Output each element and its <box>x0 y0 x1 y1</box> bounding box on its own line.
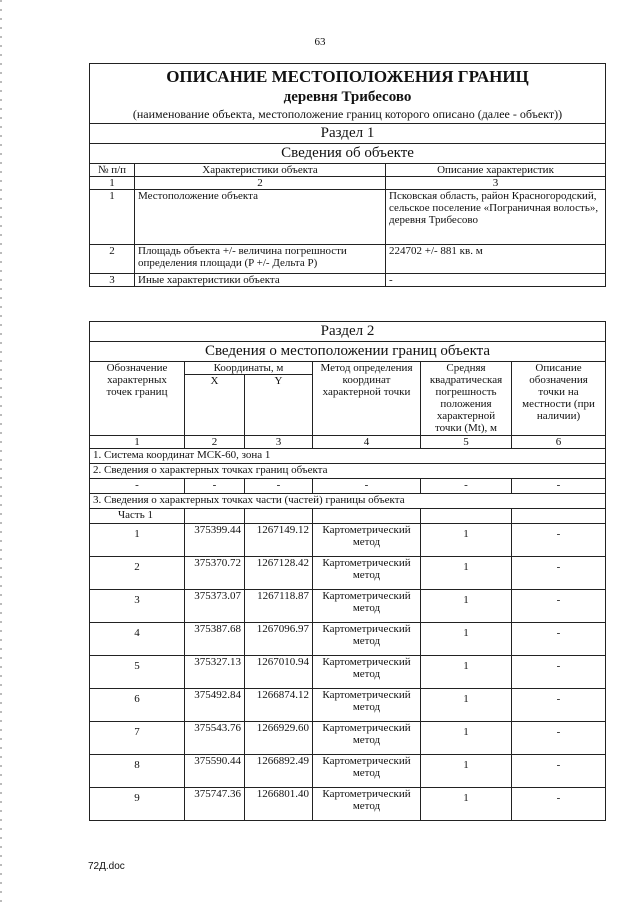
coord-y: 1267096.97 <box>245 623 313 656</box>
coord-x: 375747.36 <box>185 788 245 821</box>
error: 1 <box>421 524 512 557</box>
error: 1 <box>421 557 512 590</box>
error: 1 <box>421 788 512 821</box>
point-number: 7 <box>90 722 185 755</box>
document-title: ОПИСАНИЕ МЕСТОПОЛОЖЕНИЯ ГРАНИЦ <box>166 67 529 86</box>
coord-y: 1266892.49 <box>245 755 313 788</box>
col-num: 2 <box>185 436 245 449</box>
table-row <box>90 722 606 755</box>
coord-x: 375492.84 <box>185 689 245 722</box>
point-description: - <box>512 524 606 557</box>
coord-x: 375590.44 <box>185 755 245 788</box>
col-num: 1 <box>90 436 185 449</box>
error: 1 <box>421 623 512 656</box>
section1-title: Сведения об объекте <box>90 144 606 164</box>
coord-y: 1266874.12 <box>245 689 313 722</box>
col-num: 2 <box>135 177 386 190</box>
footer-filename: 72Д.doc <box>88 861 125 872</box>
point-description: - <box>512 722 606 755</box>
col-num: 1 <box>90 177 135 190</box>
point-number: 4 <box>90 623 185 656</box>
col-num: 5 <box>421 436 512 449</box>
col-num: 3 <box>245 436 313 449</box>
error: 1 <box>421 755 512 788</box>
table-row <box>90 755 606 788</box>
method: Картометрический метод <box>313 722 421 755</box>
points-table-body <box>90 524 606 821</box>
point-description: - <box>512 623 606 656</box>
section1-label: Раздел 1 <box>90 124 606 144</box>
cell: Площадь объекта +/- величина погрешности определения площади (P +/- Дельта P) <box>135 245 386 274</box>
point-number: 5 <box>90 656 185 689</box>
cell: Псковская область, район Красногородский, сельское поселение «Пограничная волость», деревня Трибесово <box>386 190 606 245</box>
col-num: 4 <box>313 436 421 449</box>
coordinate-system-row: 1. Система координат МСК-60, зона 1 <box>90 449 606 464</box>
point-number: 2 <box>90 557 185 590</box>
method: Картометрический метод <box>313 524 421 557</box>
point-description: - <box>512 557 606 590</box>
point-number: 8 <box>90 755 185 788</box>
cell: - <box>313 479 421 494</box>
table-row <box>90 788 606 821</box>
table-row <box>90 656 606 689</box>
cell: - <box>512 479 606 494</box>
col-header-y: Y <box>245 375 313 436</box>
coord-x: 375387.68 <box>185 623 245 656</box>
col-header-description: Описание характеристик <box>386 164 606 177</box>
section2-title: Сведения о местоположении границ объекта <box>90 342 606 362</box>
col-header-point-description: Описание обозначения точки на местности (при наличии) <box>512 362 606 436</box>
col-header-designation: Обозначение характерных точек границ <box>90 362 185 436</box>
error: 1 <box>421 722 512 755</box>
title-note: (наименование объекта, местоположение границ которого описано (далее - объект)) <box>132 107 563 121</box>
point-description: - <box>512 788 606 821</box>
table-row <box>90 479 606 494</box>
section2-table <box>89 321 606 821</box>
table-row <box>90 623 606 656</box>
cell: - <box>185 479 245 494</box>
coord-y: 1267128.42 <box>245 557 313 590</box>
col-header-characteristics: Характеристики объекта <box>135 164 386 177</box>
cell: - <box>386 274 606 287</box>
point-description: - <box>512 656 606 689</box>
cell: 224702 +/- 881 кв. м <box>386 245 606 274</box>
part-label: Часть 1 <box>90 509 185 524</box>
table-row <box>90 590 606 623</box>
method: Картометрический метод <box>313 623 421 656</box>
boundary-points-heading: 2. Сведения о характерных точках границ объекта <box>90 464 606 479</box>
coord-x: 375543.76 <box>185 722 245 755</box>
error: 1 <box>421 590 512 623</box>
col-num: 6 <box>512 436 606 449</box>
method: Картометрический метод <box>313 656 421 689</box>
table-row <box>90 557 606 590</box>
section1-table <box>89 63 606 287</box>
coord-x: 375373.07 <box>185 590 245 623</box>
col-header-x: X <box>185 375 245 436</box>
col-num: 3 <box>386 177 606 190</box>
coord-x: 375370.72 <box>185 557 245 590</box>
method: Картометрический метод <box>313 557 421 590</box>
coord-y: 1267010.94 <box>245 656 313 689</box>
coord-y: 1266801.40 <box>245 788 313 821</box>
point-description: - <box>512 755 606 788</box>
col-header-num: № п/п <box>90 164 135 177</box>
point-number: 1 <box>90 524 185 557</box>
point-number: 9 <box>90 788 185 821</box>
method: Картометрический метод <box>313 755 421 788</box>
table-row <box>90 689 606 722</box>
cell: Иные характеристики объекта <box>135 274 386 287</box>
method: Картометрический метод <box>313 590 421 623</box>
cell: 2 <box>90 245 135 274</box>
col-header-method: Метод определения координат характерной точки <box>313 362 421 436</box>
table-row <box>90 245 606 274</box>
error: 1 <box>421 689 512 722</box>
cell: 3 <box>90 274 135 287</box>
coord-y: 1267149.12 <box>245 524 313 557</box>
coord-y: 1266929.60 <box>245 722 313 755</box>
point-description: - <box>512 689 606 722</box>
table-row <box>90 524 606 557</box>
cell: - <box>245 479 313 494</box>
point-number: 3 <box>90 590 185 623</box>
coord-y: 1267118.87 <box>245 590 313 623</box>
method: Картометрический метод <box>313 689 421 722</box>
table-row <box>90 274 606 287</box>
cell: - <box>421 479 512 494</box>
cell: - <box>90 479 185 494</box>
error: 1 <box>421 656 512 689</box>
coord-x: 375327.13 <box>185 656 245 689</box>
coord-x: 375399.44 <box>185 524 245 557</box>
point-description: - <box>512 590 606 623</box>
method: Картометрический метод <box>313 788 421 821</box>
cell: Местоположение объекта <box>135 190 386 245</box>
point-number: 6 <box>90 689 185 722</box>
page-number: 63 <box>314 36 326 48</box>
cell: 1 <box>90 190 135 245</box>
table-row <box>90 190 606 245</box>
part-points-heading: 3. Сведения о характерных точках части (частей) границы объекта <box>90 494 606 509</box>
col-header-error: Средняя квадратическая погрешность положения характерной точки (Mt), м <box>421 362 512 436</box>
col-header-coords: Координаты, м <box>185 362 313 375</box>
section2-label: Раздел 2 <box>90 322 606 342</box>
scan-edge-marks <box>0 0 2 905</box>
object-name: деревня Трибесово <box>283 89 412 105</box>
header-block <box>90 64 606 124</box>
